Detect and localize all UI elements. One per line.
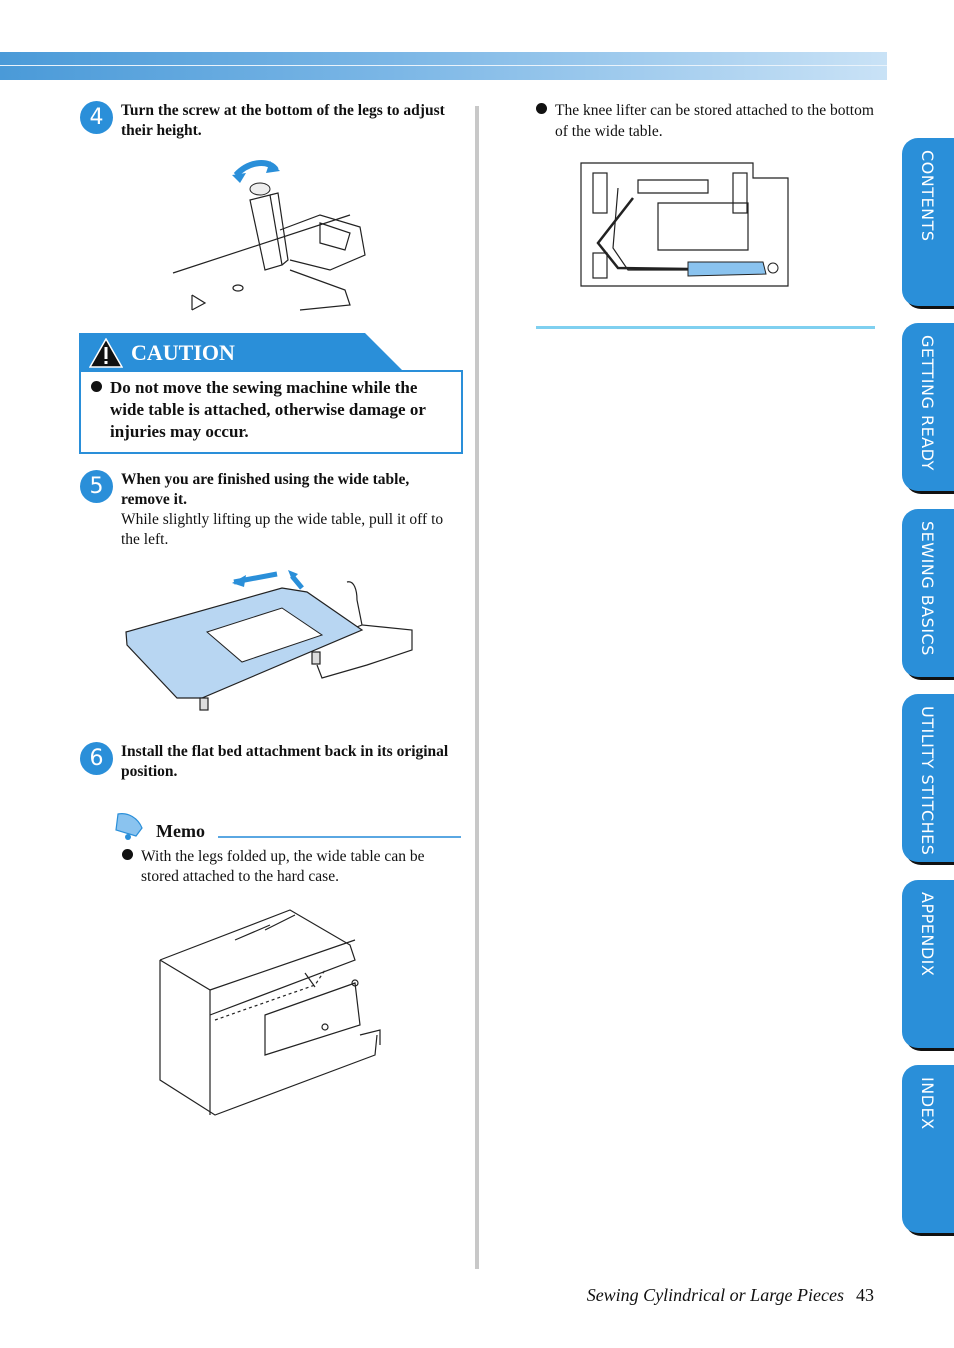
step-title: When you are finished using the wide table, remove it. (121, 471, 410, 508)
step-number: 5 (80, 470, 113, 503)
step-5 (80, 470, 460, 550)
knee-lifter-storage-illustration (578, 158, 793, 293)
warning-icon (89, 338, 123, 368)
step-title: Install the flat bed attachment back in its original position. (121, 743, 449, 780)
step-title: Turn the screw at the bottom of the legs to adjust their height. (121, 102, 445, 139)
step-body: While slightly lifting up the wide table, pull it off to the left. (121, 511, 444, 548)
leg-screw-illustration (170, 155, 370, 315)
tab-appendix[interactable] (902, 880, 954, 1048)
tab-index[interactable] (902, 1065, 954, 1233)
tab-label: INDEX (918, 1077, 937, 1130)
column-divider (475, 106, 479, 1269)
footer-title: Sewing Cylindrical or Large Pieces (586, 1285, 844, 1305)
tab-label: CONTENTS (918, 150, 937, 242)
step-number: 4 (80, 101, 113, 134)
step-6 (80, 742, 460, 782)
caution-text: Do not move the sewing machine while the wide table is attached, otherwise damage or injuries may occur. (110, 378, 426, 441)
page-number: 43 (856, 1285, 874, 1305)
tab-getting-ready[interactable] (902, 323, 954, 491)
step-4 (80, 101, 460, 141)
memo-label: Memo (156, 821, 205, 841)
hard-case-illustration (155, 905, 385, 1120)
memo-bell-icon (112, 810, 148, 842)
tab-label: SEWING BASICS (918, 521, 937, 656)
caution-box (79, 333, 463, 453)
bullet-icon (536, 103, 547, 114)
memo-text: With the legs folded up, the wide table can be stored attached to the hard case. (141, 848, 425, 885)
right-note-text: The knee lifter can be stored attached to the bottom of the wide table. (555, 102, 874, 140)
step-number: 6 (80, 742, 113, 775)
tab-label: GETTING READY (918, 335, 937, 471)
caution-label: CAUTION (131, 340, 235, 365)
tab-label: APPENDIX (918, 892, 937, 977)
tab-sewing-basics[interactable] (902, 509, 954, 677)
header-band (0, 52, 887, 80)
page-footer (587, 1285, 874, 1306)
section-rule (536, 326, 875, 329)
remove-table-illustration (122, 570, 417, 720)
tab-contents[interactable] (902, 138, 954, 306)
tab-utility-stitches[interactable] (902, 694, 954, 862)
bullet-icon (122, 849, 133, 860)
bullet-icon (91, 381, 102, 392)
tab-label: UTILITY STITCHES (918, 706, 937, 856)
